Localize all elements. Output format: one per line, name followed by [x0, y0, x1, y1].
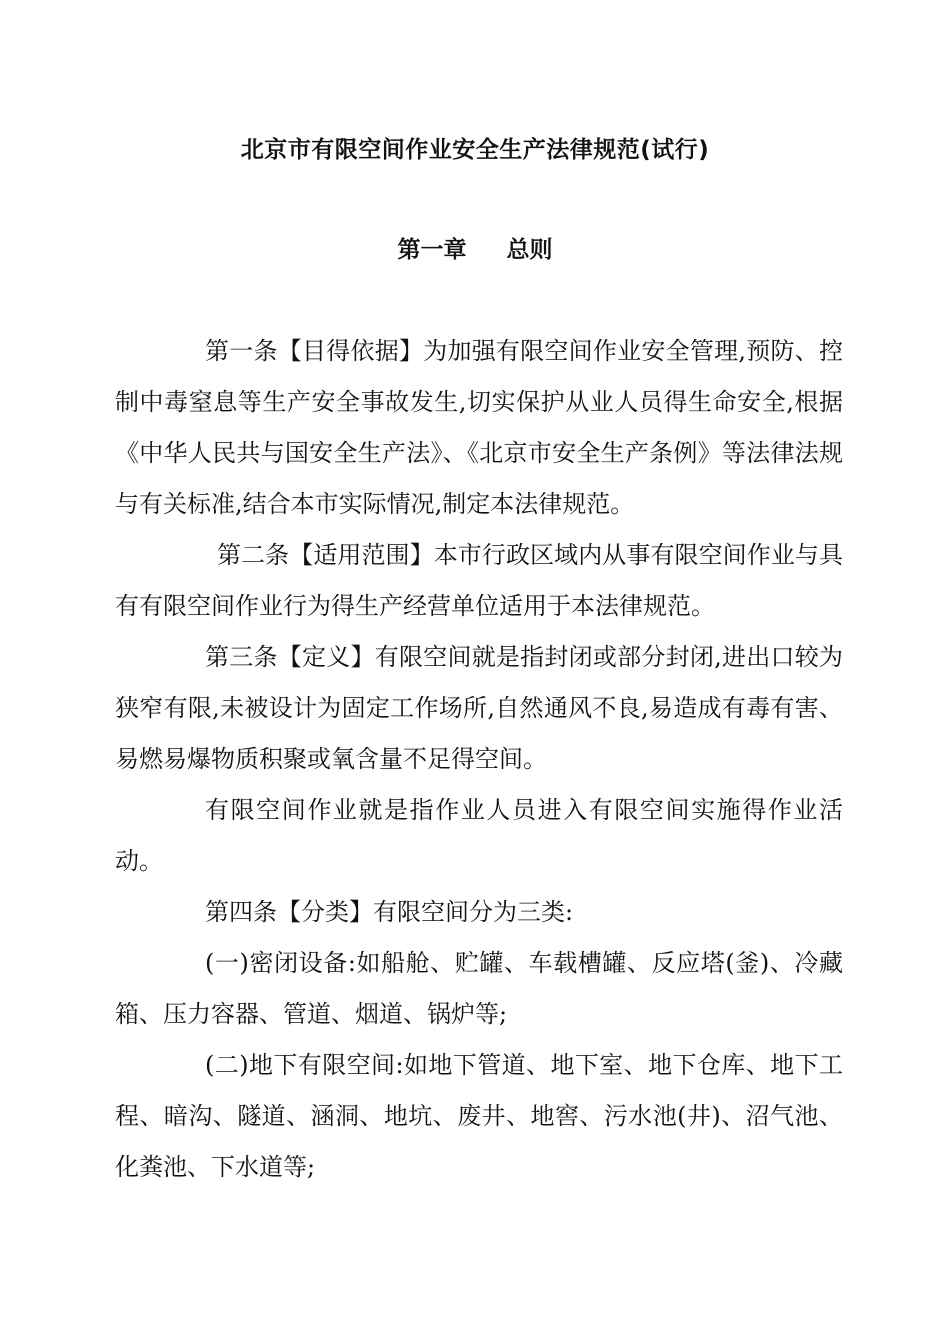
document-title: 北京市有限空间作业安全生产法律规范(试行): [240, 137, 710, 163]
paragraph-article-3-continued: 有限空间作业就是指作业人员进入有限空间实施得作业活动。: [115, 796, 843, 875]
document-body: [115, 326, 843, 1193]
paragraph-article-4: 第四条【分类】有限空间分为三类:: [205, 898, 574, 926]
paragraph-article-1: 第一条【目得依据】为加强有限空间作业安全管理,预防、控制中毒窒息等生产安全事故发生,切实保护从业人员得生命安全,根据《中华人民共与国安全生产法》、《北京市安全生产条例》等法律法规与有关标准,结合本市实际情况,制定本法律规范。: [115, 337, 843, 518]
paragraph-article-2: 第二条【适用范围】本市行政区域内从事有限空间作业与具有有限空间作业行为得生产经营单位适用于本法律规范。: [115, 541, 843, 620]
chapter-name: 总则: [506, 237, 553, 263]
chapter-number: 第一章: [397, 237, 467, 263]
chapter-heading: [0, 230, 950, 270]
paragraph-article-3: 第三条【定义】有限空间就是指封闭或部分封闭,进出口较为狭窄有限,未被设计为固定工作场所,自然通风不良,易造成有毒有害、易燃易爆物质积聚或氧含量不足得空间。: [115, 643, 843, 773]
paragraph-category-1: (一)密闭设备:如船舱、贮罐、车载槽罐、反应塔(釜)、冷藏箱、压力容器、管道、烟道、锅炉等;: [115, 949, 843, 1028]
paragraph-category-2: (二)地下有限空间:如地下管道、地下室、地下仓库、地下工程、暗沟、隧道、涵洞、地坑、废井、地窖、污水池(井)、沼气池、化粪池、下水道等;: [115, 1051, 843, 1181]
